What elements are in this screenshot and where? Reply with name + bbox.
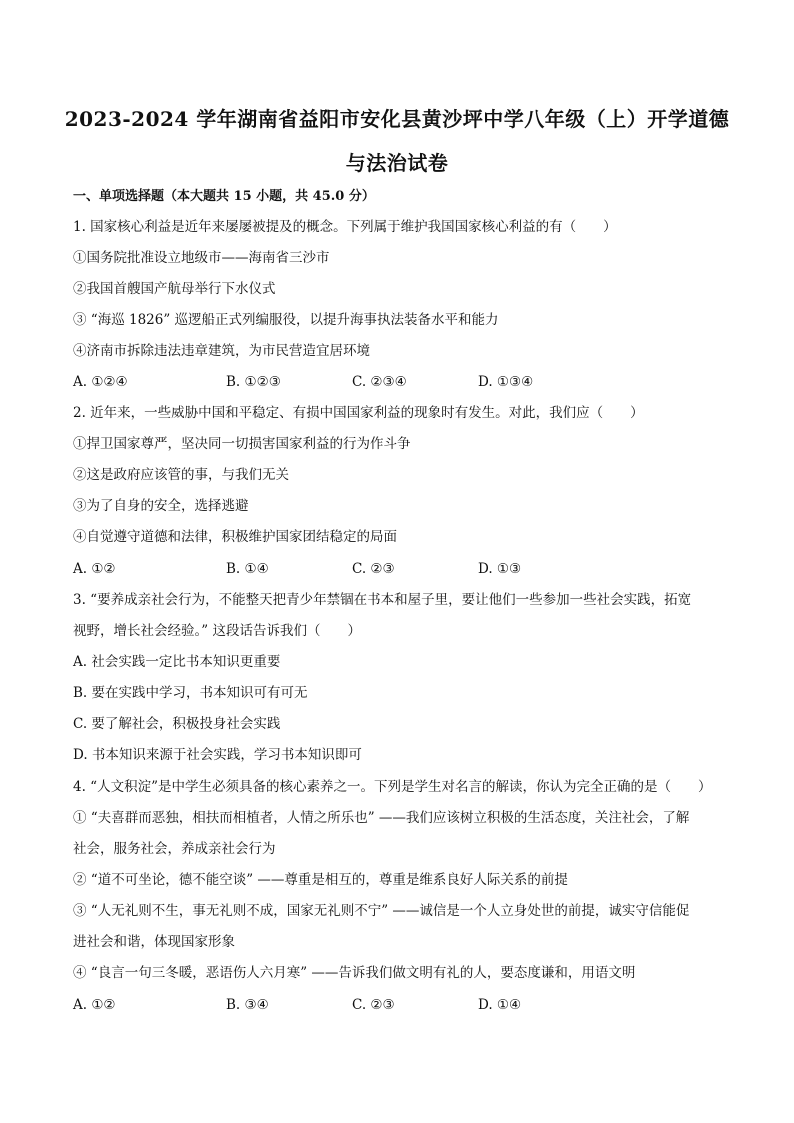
exam-title-line1: 2023-2024 学年湖南省益阳市安化县黄沙坪中学八年级（上）开学道德 [64,107,730,131]
question-1-stem: 1. 国家核心利益是近年来屡屡被提及的概念。下列属于维护我国国家核心利益的有（ ） [73,219,617,235]
question-1-item: ②我国首艘国产航母举行下水仪式 [73,281,276,297]
question-2-item: ②这是政府应该管的事，与我们无关 [73,467,289,483]
question-1-option-a: A. ①②④ [73,374,128,390]
question-3-stem: 3. “要养成亲社会行为，不能整天把青少年禁锢在书本和屋子里，要让他们一些参加一些社会实践，拓宽 [73,592,692,608]
question-4-option-c: C. ②③ [352,997,395,1013]
question-2-item: ①捍卫国家尊严，坚决同一切损害国家利益的行为作斗争 [73,436,411,452]
question-4-item-cont: 社会，服务社会，养成亲社会行为 [73,841,276,857]
question-4-option-d: D. ①④ [478,997,522,1013]
question-4-item: ④ “良言一句三冬暖，恶语伤人六月寒” ——告诉我们做文明有礼的人，要态度谦和，用语文明 [73,965,636,981]
question-4-option-a: A. ①② [73,997,116,1013]
question-2-option-c: C. ②③ [352,561,395,577]
question-1-option-b: B. ①②③ [226,374,281,390]
question-1-option-c: C. ②③④ [352,374,407,390]
question-2-option-d: D. ①③ [478,561,522,577]
question-3-option-d: D. 书本知识来源于社会实践，学习书本知识即可 [73,747,362,763]
question-4-item-cont: 进社会和谐，体现国家形象 [73,934,235,950]
question-2-option-a: A. ①② [73,561,116,577]
question-2-item: ③为了自身的安全，选择逃避 [73,498,249,514]
exam-title-line2: 与法治试卷 [345,151,449,175]
question-2-option-b: B. ①④ [226,561,269,577]
question-1-item: ③ “海巡 1826” 巡逻船正式列编服役，以提升海事执法装备水平和能力 [73,312,499,328]
question-4-stem: 4. “人文积淀”是中学生必须具备的核心素养之一。下列是学生对名言的解读，你认为完全正确的是（ ） [73,779,712,795]
question-2-item: ④自觉遵守道德和法律，积极维护国家团结稳定的局面 [73,529,397,545]
question-1-item: ①国务院批准设立地级市——海南省三沙市 [73,250,330,266]
question-4-item: ② “道不可坐论，德不能空谈” ——尊重是相互的，尊重是维系良好人际关系的前提 [73,872,568,888]
question-4-item: ① “夫喜群而恶独，相扶而相植者，人情之所乐也” ——我们应该树立积极的生活态度，关注社会，了解 [73,810,690,826]
question-3-option-b: B. 要在实践中学习，书本知识可有可无 [73,685,308,701]
question-1-item: ④济南市拆除违法违章建筑，为市民营造宜居环境 [73,343,370,359]
question-4-item: ③ “人无礼则不生，事无礼则不成，国家无礼则不宁” ——诚信是一个人立身处世的前提，诚实守信能促 [73,903,690,919]
question-3-option-a: A. 社会实践一定比书本知识更重要 [73,654,281,670]
question-2-stem: 2. 近年来，一些威胁中国和平稳定、有损中国国家利益的现象时有发生。对此，我们应（ ） [73,405,644,421]
question-3-stem-cont: 视野，增长社会经验。” 这段话告诉我们（ ） [73,623,361,639]
question-4-option-b: B. ③④ [226,997,269,1013]
question-3-option-c: C. 要了解社会，积极投身社会实践 [73,716,281,732]
question-1-option-d: D. ①③④ [478,374,534,390]
section-heading: 一、单项选择题（本大题共 15 小题，共 45.0 分） [73,189,375,204]
